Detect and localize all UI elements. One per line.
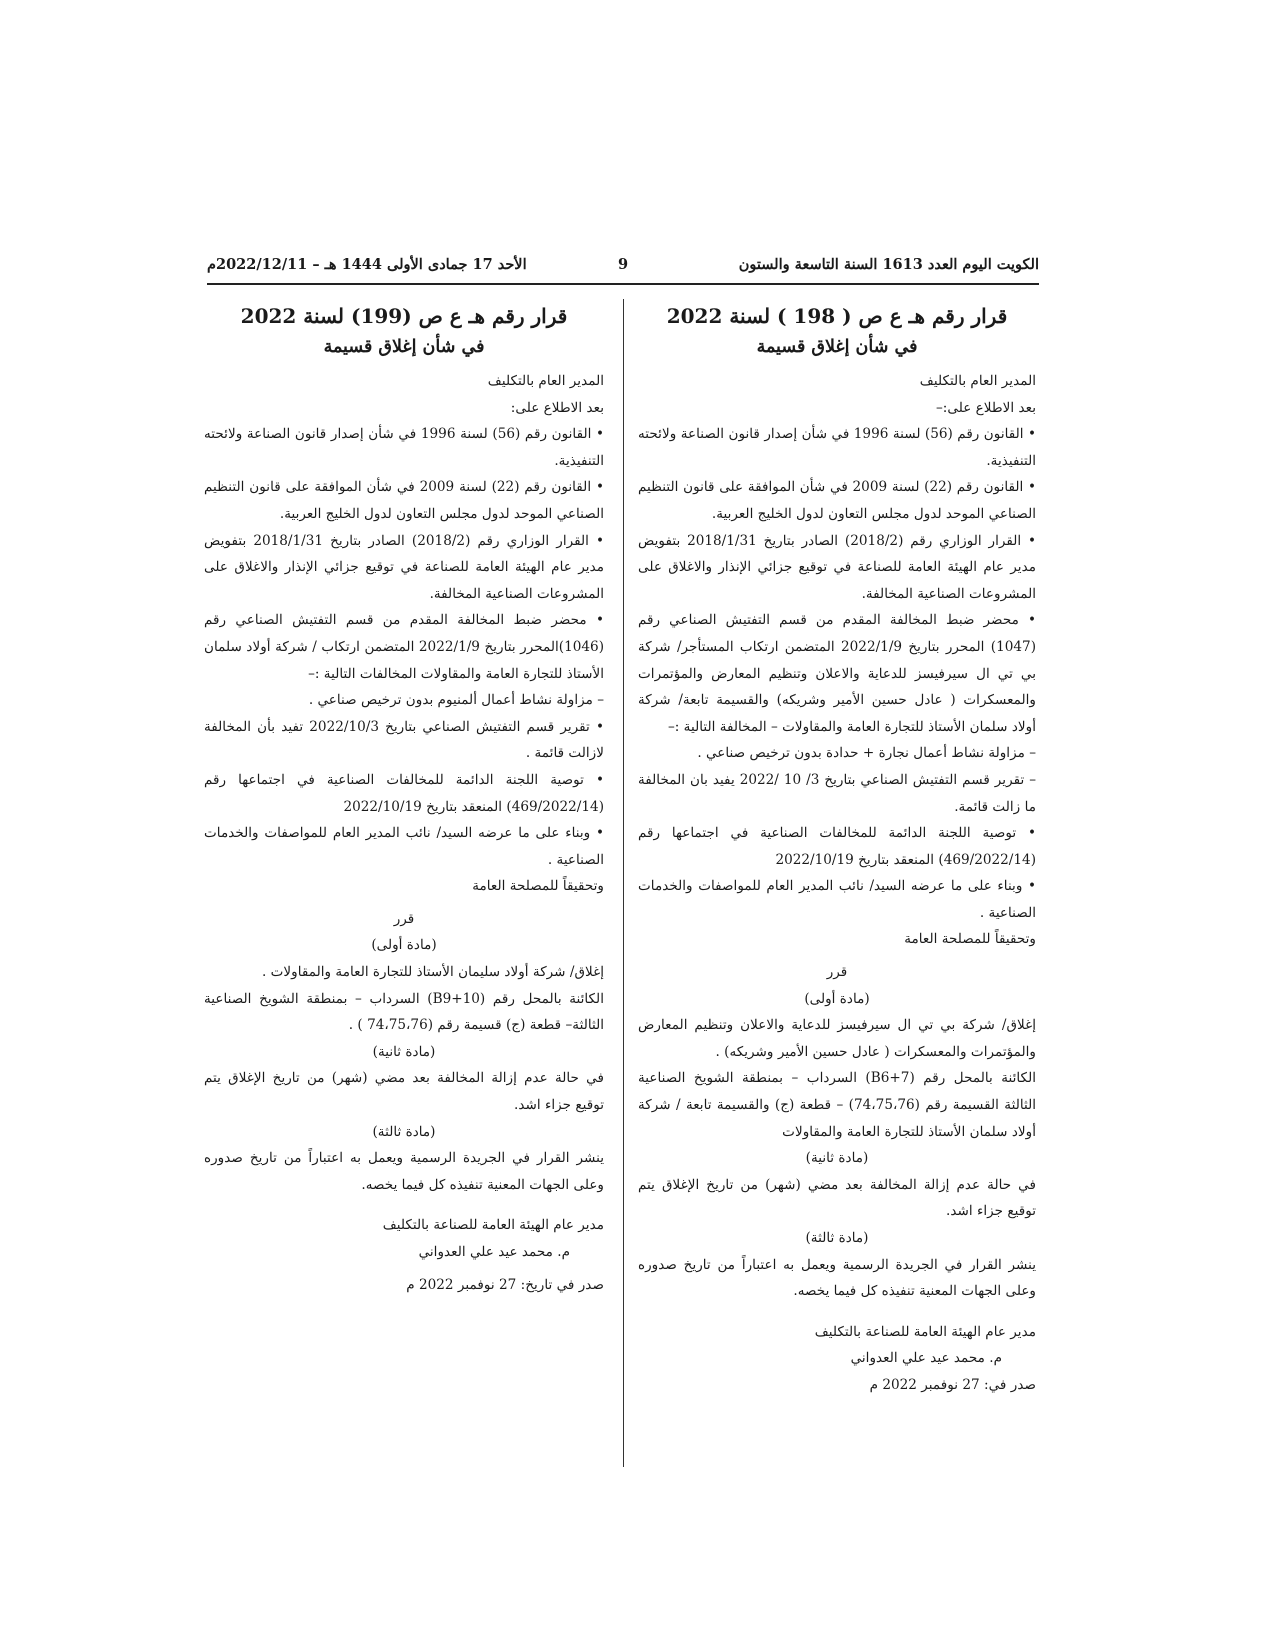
- issuer-line: المدير العام بالتكليف: [487, 373, 604, 389]
- article-1-text: إغلاق/ شركة بي تي ال سيرفيسز للدعاية والاعلان وتنظيم المعارض والمؤتمرات والمعسكرات ( عادل حسين الأمير وشريكه) .: [638, 1017, 1036, 1060]
- preamble-item: • القانون رقم (22) لسنة 2009 في شأن الموافقة على قانون التنظيم الصناعي الموحد لدول مجلس التعاون لدول الخليج العربية.: [638, 479, 1037, 522]
- article-3-label: (مادة ثالثة): [805, 1230, 869, 1246]
- preamble-item: • القانون رقم (56) لسنة 1996 في شأن إصدار قانون الصناعة ولائحته التنفيذية.: [204, 426, 604, 469]
- header-rule: [207, 283, 1039, 285]
- signatory-name: م. محمد عيد علي العدواني: [418, 1244, 570, 1260]
- preamble-item: – تقرير قسم التفتيش الصناعي بتاريخ 3/ 10 /2022 يفيد بان المخالفة ما زالت قائمة.: [638, 771, 1036, 815]
- preamble-item: • محضر ضبط المخالفة المقدم من قسم التفتيش الصناعي رقم (1047) المحرر بتاريخ 2022/1/9 المتضمن ارتكاب المستأجر/ شركة بي تي ال سيرفيسز للدعاية والاعلان وتنظيم المعارض والمؤتمرات والمعسكرات ( عادل حسين الأمير وشريكه) والقسيمة تابعة/ شركة أولاد سلمان الأستاذ للتجارة العامة والمقاولات – المخالفة التالية :–: [638, 612, 1036, 735]
- decision-subtitle: في شأن إغلاق قسيمة: [756, 337, 918, 357]
- article-1-label: (مادة أولى): [804, 990, 870, 1007]
- article-2-text: في حالة عدم إزالة المخالفة بعد مضي (شهر) من تاريخ الإغلاق يتم توقيع جزاء اشد.: [638, 1176, 1036, 1220]
- preamble-line: بعد الاطلاع على:–: [935, 399, 1036, 416]
- issue-date: صدر في تاريخ: 27 نوفمبر 2022 م: [406, 1276, 604, 1293]
- decision-subtitle: في شأن إغلاق قسيمة: [323, 337, 485, 357]
- article-3-text: ينشر القرار في الجريدة الرسمية ويعمل به اعتباراً من تاريخ صدوره وعلى الجهات المعنية تنفيذه كل فيما يخصه.: [638, 1256, 1036, 1300]
- article-2-text: في حالة عدم إزالة المخالفة بعد مضي (شهر) من تاريخ الإغلاق يتم توقيع جزاء اشد.: [204, 1070, 604, 1114]
- header-date: الأحد 17 جمادى الأولى 1444 هـ – 2022/12/11م: [207, 256, 527, 273]
- decision-title: قرار رقم هـ ع ص ( 198 ) لسنة 2022: [666, 304, 1008, 328]
- preamble-item: • القرار الوزاري رقم (2018/2) الصادر بتاريخ 2018/1/31 بتفويض مدير عام الهيئة العامة للصناعة في توقيع جزائي الإنذار والاغلاق على المشروعات الصناعية المخالفة.: [204, 532, 605, 602]
- preamble-line: بعد الاطلاع على:: [510, 399, 604, 416]
- decided-heading: قرر: [393, 910, 415, 927]
- issue-date: صدر في: 27 نوفمبر 2022 م: [869, 1376, 1036, 1393]
- signatory-name: م. محمد عيد علي العدواني: [850, 1350, 1002, 1367]
- decided-heading: قرر: [826, 964, 848, 981]
- page-header: [207, 256, 1039, 278]
- decision-199: [204, 300, 604, 1298]
- decision-198: [638, 300, 1036, 1399]
- preamble-item: • محضر ضبط المخالفة المقدم من قسم التفتيش الصناعي رقم (1046)المحرر بتاريخ 2022/1/9 المتضمن ارتكاب / شركة أولاد سلمان الأستاذ للتجارة العامة والمقاولات المخالفات التالية :–: [204, 612, 605, 682]
- public-interest-line: وتحقيقاً للمصلحة العامة: [472, 878, 604, 895]
- issuer-line: المدير العام بالتكليف: [919, 373, 1036, 389]
- article-2-label: (مادة ثانية): [372, 1043, 436, 1060]
- preamble-item: • القانون رقم (56) لسنة 1996 في شأن إصدار قانون الصناعة ولائحته التنفيذية.: [638, 426, 1036, 469]
- preamble-item: • توصية اللجنة الدائمة للمخالفات الصناعية في اجتماعها رقم (469/2022/14) المنعقد بتاريخ 2022/10/19: [638, 825, 1036, 868]
- header-page-number: 9: [617, 256, 629, 273]
- signatory-title: مدير عام الهيئة العامة للصناعة بالتكليف: [382, 1217, 604, 1234]
- violation-item: – مزاولة نشاط أعمال نجارة + حدادة بدون ترخيص صناعي .: [697, 745, 1036, 762]
- preamble-item: • القرار الوزاري رقم (2018/2) الصادر بتاريخ 2018/1/31 بتفويض مدير عام الهيئة العامة للصناعة في توقيع جزائي الإنذار والاغلاق على المشروعات الصناعية المخالفة.: [638, 532, 1037, 602]
- column-divider: [623, 299, 624, 1467]
- preamble-item: • القانون رقم (22) لسنة 2009 في شأن الموافقة على قانون التنظيم الصناعي الموحد لدول مجلس التعاون لدول الخليج العربية.: [204, 479, 604, 522]
- signatory-title: مدير عام الهيئة العامة للصناعة بالتكليف: [814, 1323, 1036, 1340]
- article-1-location: الكائنة بالمحل رقم (B6+7) السرداب – بمنطقة الشويخ الصناعية الثالثة القسيمة رقم (74،75،76) – قطعة (ج) والقسيمة تابعة / شركة أولاد سلمان الأستاذ للتجارة العامة والمقاولات: [638, 1070, 1036, 1140]
- article-3-text: ينشر القرار في الجريدة الرسمية ويعمل به اعتباراً من تاريخ صدوره وعلى الجهات المعنية تنفيذه كل فيما يخصه.: [204, 1150, 604, 1193]
- preamble-item: • توصية اللجنة الدائمة للمخالفات الصناعية في اجتماعها رقم (469/2022/14) المنعقد بتاريخ 2022/10/19: [204, 771, 604, 815]
- article-2-label: (مادة ثانية): [805, 1150, 869, 1167]
- preamble-item: • وبناء على ما عرضه السيد/ نائب المدير العام للمواصفات والخدمات الصناعية .: [204, 825, 604, 868]
- violation-item: – مزاولة نشاط أعمال ألمنيوم بدون ترخيص صناعي .: [308, 692, 604, 709]
- preamble-item: • تقرير قسم التفتيش الصناعي بتاريخ 2022/10/3 تفيد بأن المخالفة لازالت قائمة .: [204, 718, 604, 762]
- decision-title: قرار رقم هـ ع ص (199) لسنة 2022: [240, 304, 568, 328]
- preamble-item: • وبناء على ما عرضه السيد/ نائب المدير العام للمواصفات والخدمات الصناعية .: [638, 878, 1036, 921]
- header-publication: الكويت اليوم العدد 1613 السنة التاسعة والستون: [738, 256, 1039, 273]
- public-interest-line: وتحقيقاً للمصلحة العامة: [904, 931, 1036, 948]
- article-1-label: (مادة أولى): [371, 937, 437, 954]
- article-1-text: إغلاق/ شركة أولاد سليمان الأستاذ للتجارة العامة والمقاولات .: [261, 964, 604, 981]
- article-1-location: الكائنة بالمحل رقم (B9+10) السرداب – بمنطقة الشويخ الصناعية الثالثة– قطعة (ج) قسيمة رقم (74،75،76 ) .: [204, 990, 604, 1034]
- article-3-label: (مادة ثالثة): [372, 1123, 436, 1140]
